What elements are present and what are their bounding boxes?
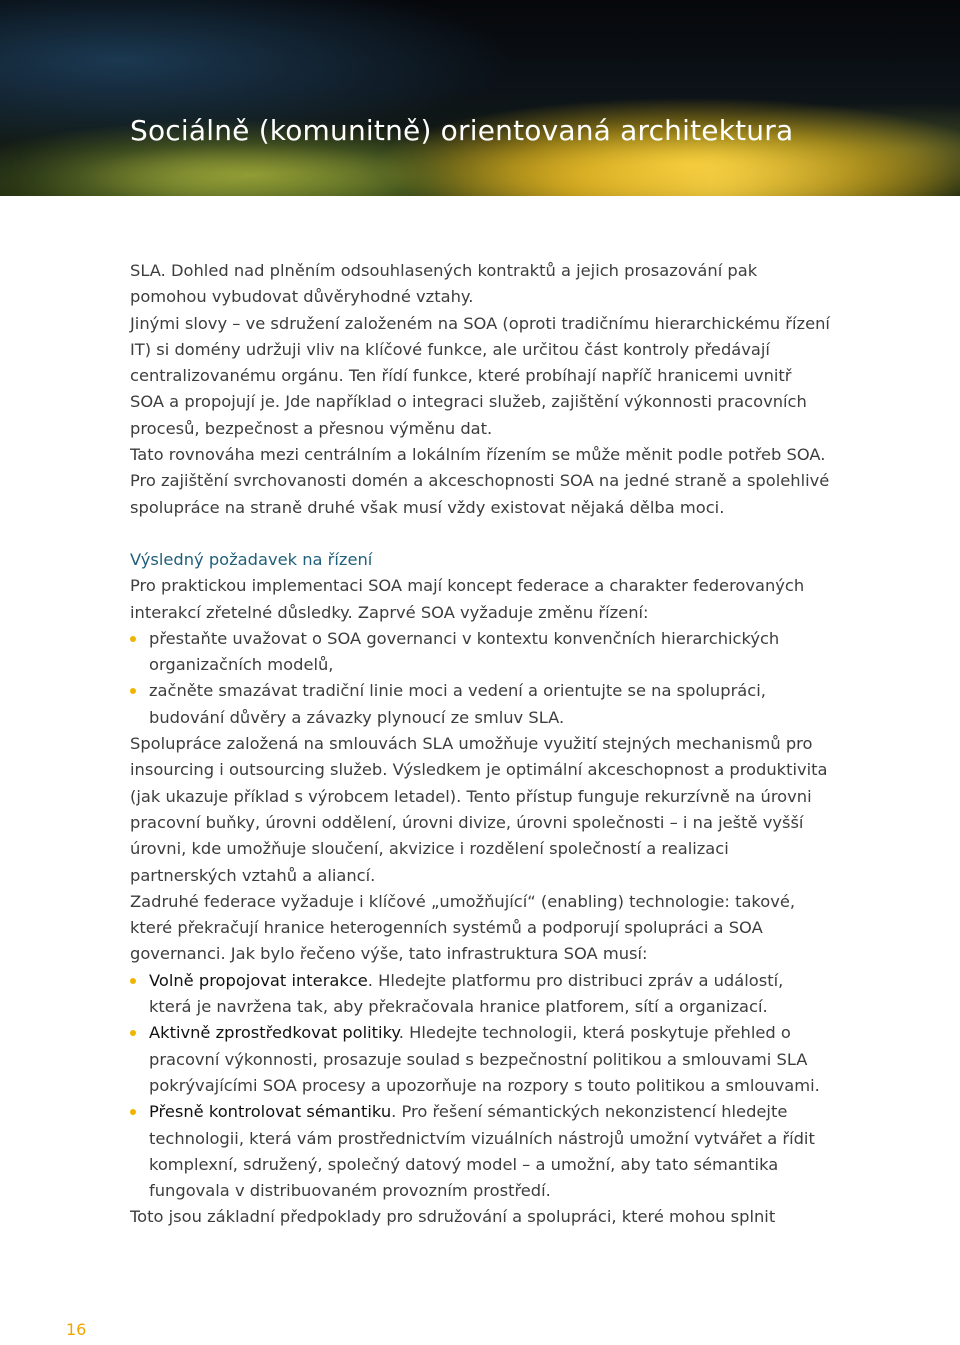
list-item: přestaňte uvažovat o SOA governanci v kontextu konvenčních hierarchických organizačních modelů,: [130, 626, 830, 679]
paragraph-implementation: Pro praktickou implementaci SOA mají koncept federace a charakter federovaných interakcí zřetelné důsledky. Zaprvé SOA vyžaduje změnu řízení:: [130, 576, 805, 622]
paragraph-federation-domains: Jinými slovy – ve sdružení založeném na SOA (oproti tradičnímu hierarchickému řízení IT) si domény udržuji vliv na klíčové funkce, ale určitou část kontroly předávají centralizovanému orgánu. Ten řídí funkce, které probíhají napříč hranicemi uvnitř SOA a propojují je. Jde například o integraci služeb, zajištění výkonnosti pracovních procesů, bezpečnost a přesnou výměnu dat.: [130, 313, 830, 438]
list-item-lead: Aktivně zprostředkovat politiky: [149, 1023, 399, 1043]
list-item: [130, 968, 830, 1021]
banner-glow-right: [420, 150, 960, 196]
paragraph-closing: Toto jsou základní předpoklady pro sdružování a spolupráci, které mohou splnit: [130, 1207, 776, 1227]
list-item: [130, 1020, 830, 1099]
paragraph-sla-cooperation: Spolupráce založená na smlouvách SLA umožňuje využití stejných mechanismů pro insourcing i outsourcing služeb. Výsledkem je optimální akceschopnost a produktivita (jak ukazuje příklad s výrobcem letadel). Tento přístup funguje rekurzívně na úrovni pracovní buňky, úrovni oddělení, úrovni divize, úrovni společnosti – i na ještě vyšší úrovni, kde umožňuje sloučení, akvizice i rozdělení společností a realizaci partnerských vztahů a aliancí.: [130, 734, 828, 885]
bullet-list-infrastructure: [130, 968, 830, 1205]
section-heading: Výsledný požadavek na řízení: [130, 549, 373, 569]
banner-glow-left: [30, 160, 450, 196]
list-item-text: . Pro řešení sémantických nekonzistencí hledejte technologii, která vám prostřednictvím vizuálních nástrojů umožní vytvářet a řídit komplexní, sdružený, společný datový model – a umožní, aby tato sémantika fungovala v distribuovaném provozním prostředí.: [149, 1102, 815, 1201]
list-item: začněte smazávat tradiční linie moci a vedení a orientujte se na spolupráci, budování důvěry a závazky plynoucí ze smluv SLA.: [130, 678, 830, 731]
list-item: [130, 1099, 830, 1204]
page-title: Sociálně (komunitně) orientovaná architektura: [130, 114, 794, 147]
paragraph-balance: Tato rovnováha mezi centrálním a lokálním řízením se může měnit podle potřeb SOA. Pro zajištění svrchovanosti domén a akceschopnosti SOA na jedné straně a spolehlivé spolupráce na straně druhé však musí vždy existovat nějaká dělba moci.: [130, 445, 830, 517]
list-item-text: . Hledejte technologii, která poskytuje přehled o pracovní výkonnosti, prosazuje soulad s bezpečnostní politikou a smlouvami SLA pokrývajícími SOA procesy a upozorňuje na rozpory s touto politikou a smlouvami.: [149, 1023, 820, 1095]
list-item-text: . Hledejte platformu pro distribuci zpráv a událostí, která je navržena tak, aby překračovala hranice platforem, sítí a organizací.: [149, 970, 784, 1017]
paragraph-enabling-technologies: Zadruhé federace vyžaduje i klíčové „umožňující“ (enabling) technologie: takové, které překračují hranice heterogenních systémů a podporují spolupráci a SOA governanci. Jak bylo řečeno výše, tato infrastruktura SOA musí:: [130, 891, 796, 964]
list-item-lead: Přesně kontrolovat sémantiku: [149, 1102, 392, 1122]
list-item-lead: Volně propojovat interakce: [149, 970, 368, 990]
bullet-list-governance: [130, 626, 830, 731]
header-banner: [0, 0, 960, 196]
paragraph-sla-supervision: SLA. Dohled nad plněním odsouhlasených kontraktů a jejich prosazování pak pomohou vybudovat důvěryhodné vztahy.: [130, 261, 758, 307]
article-body: [130, 258, 830, 1231]
page-number: 16: [66, 1320, 87, 1339]
